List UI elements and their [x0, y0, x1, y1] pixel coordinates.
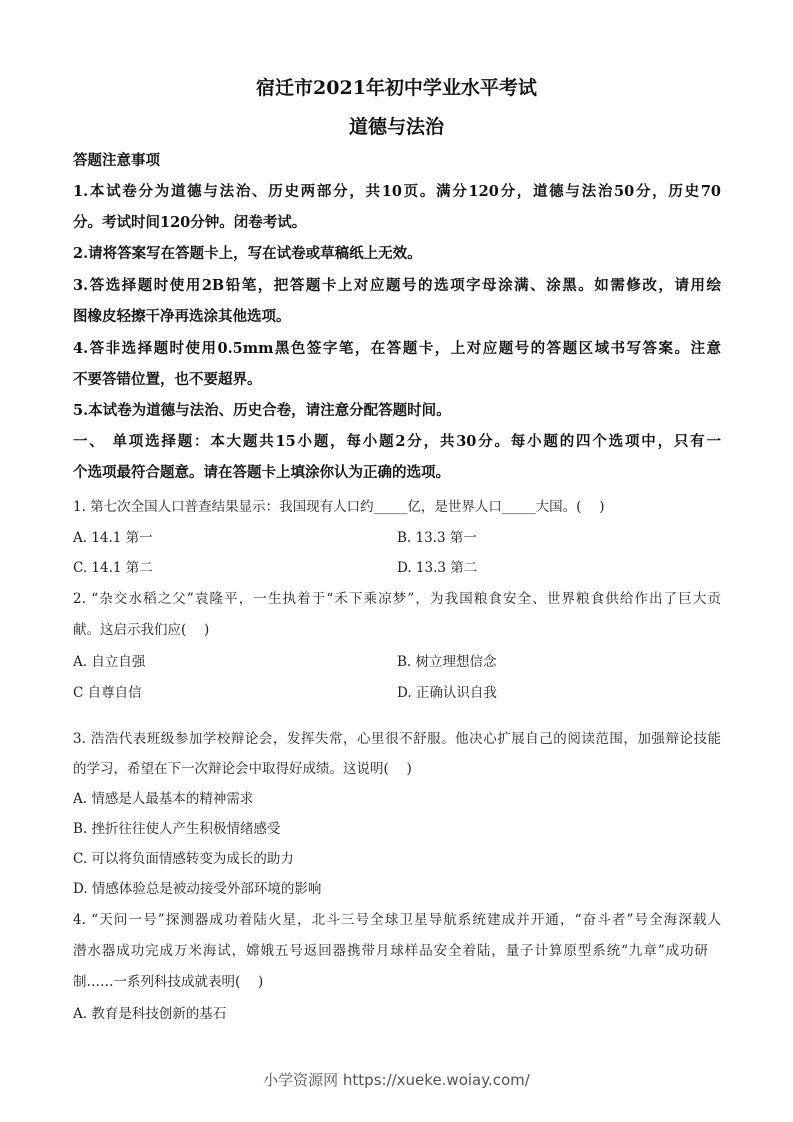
question-3: 3. 浩浩代表班级参加学校辩论会，发挥失常，心里很不舒服。他决心扩展自己的阅读范围，加强辩论技能	[73, 731, 721, 747]
notice-line: 图橡皮轻擦干净再选涂其他选项。	[73, 308, 291, 325]
notice-line: 分。考试时间120分钟。闭卷考试。	[73, 214, 307, 231]
option-c: C. 可以将负面情感转变为成长的助力	[73, 851, 294, 867]
notice-line: 4.答非选择题时使用0.5mm黑色签字笔，在答题卡，上对应题号的答题区域书写答案。注意	[73, 340, 721, 357]
question-4: 潜水器成功完成万米海试，嫦娥五号返回器携带月球样品安全着陆，量子计算原型系统“九章”成功研	[73, 943, 708, 959]
option-d: D. 正确认识自我	[397, 685, 497, 701]
notice-line: 1.本试卷分为道德与法治、历史两部分，共10页。满分120分，道德与法治50分，历史70	[73, 183, 721, 200]
section-line: 个选项最符合题意。请在答题卡上填涂你认为正确的选项。	[73, 464, 450, 481]
option-d: D. 情感体验总是被动接受外部环境的影响	[73, 881, 322, 897]
notice-line: 5.本试卷为道德与法治、历史合卷，请注意分配答题时间。	[73, 402, 451, 419]
notice-line: 3.答选择题时使用2B铅笔，把答题卡上对应题号的选项字母涂满、涂黑。如需修改，请用绘	[73, 277, 721, 294]
notice-heading: 答题注意事项	[73, 152, 160, 169]
option-c: C 自尊自信	[73, 685, 142, 701]
question-4: 4. “天问一号”探测器成功着陆火星，北斗三号全球卫星导航系统建成并开通，“奋斗者”号全海深载人	[73, 912, 721, 928]
notice-line: 不要答错位置，也不要超界。	[73, 371, 262, 388]
footer-watermark: 小学资源网 https://xueke.woiay.com/	[263, 1071, 530, 1089]
option-a: A. 教育是科技创新的基石	[73, 1006, 227, 1022]
question-2: 献。这启示我们应( )	[73, 622, 210, 638]
question-4: 制……一系列科技成就表明( )	[73, 974, 264, 990]
option-b: B. 13.3 第一	[397, 530, 477, 546]
option-b: B. 树立理想信念	[397, 654, 497, 670]
question-3: 的学习，希望在下一次辩论会中取得好成绩。这说明( )	[73, 761, 412, 777]
question-1: 1. 第七次全国人口普查结果显示：我国现有人口约_____亿，是世界人口_____大国。( )	[73, 499, 605, 515]
option-a: A. 情感是人最基本的精神需求	[73, 791, 254, 807]
section-line: 一、 单项选择题：本大题共15小题，每小题2分，共30分。每小题的四个选项中，只有一	[73, 433, 721, 450]
subject-title: 道德与法治	[348, 116, 444, 138]
option-c: C. 14.1 第二	[73, 560, 153, 576]
option-d: D. 13.3 第二	[397, 560, 478, 576]
notice-line: 2.请将答案写在答题卡上，写在试卷或草稿纸上无效。	[73, 245, 422, 262]
option-a: A. 14.1 第一	[73, 530, 153, 546]
exam-title: 宿迁市2021年初中学业水平考试	[256, 77, 537, 99]
question-2: 2. “杂交水稻之父”袁隆平，一生执着于“禾下乘凉梦”，为我国粮食安全、世界粮食供给作出了巨大贡	[73, 591, 721, 607]
option-b: B. 挫折往往使人产生积极情绪感受	[73, 821, 281, 837]
option-a: A. 自立自强	[73, 654, 146, 670]
